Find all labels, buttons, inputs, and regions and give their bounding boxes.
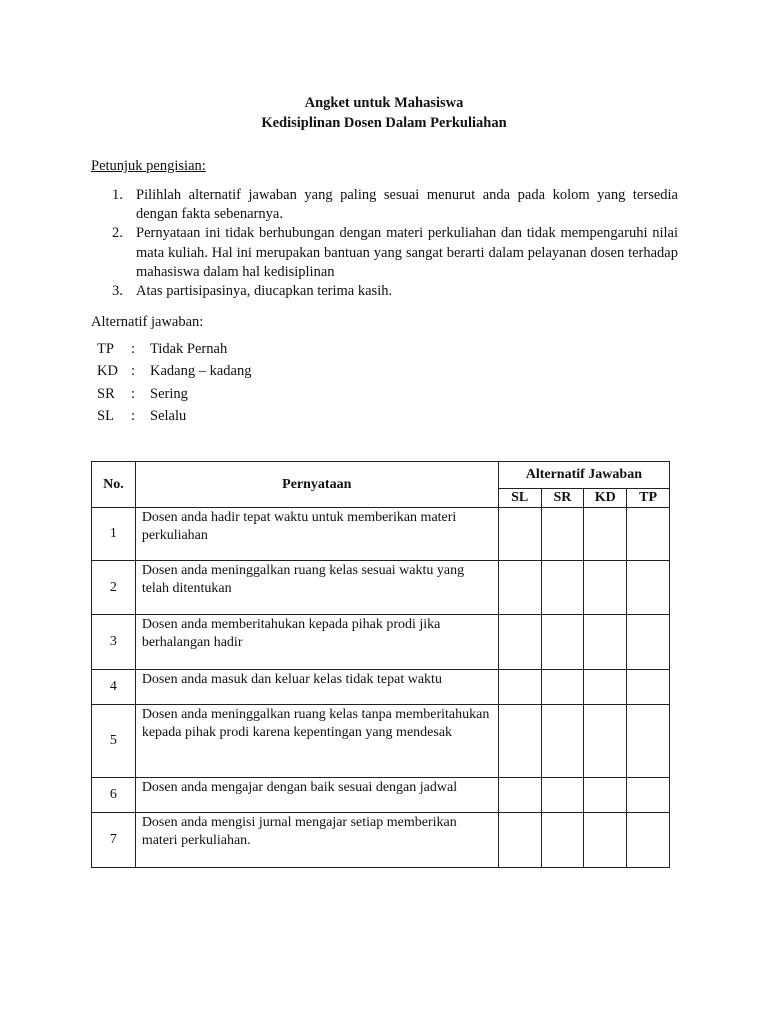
answer-cell-sr[interactable] [541,813,584,868]
answer-cell-sl[interactable] [498,813,541,868]
header-option-kd: KD [584,489,627,508]
instruction-item [112,224,678,282]
table-row [92,778,670,813]
row-number: 2 [92,561,136,615]
alternatives-label: Alternatif jawaban: [91,314,204,330]
table-row [92,508,670,561]
answer-cell-kd[interactable] [584,670,627,705]
answer-cell-kd[interactable] [584,561,627,615]
questionnaire-table [91,461,670,868]
instruction-number: 3. [112,283,123,300]
row-statement: Dosen anda meninggalkan ruang kelas sesuai waktu yang telah ditentukan [135,561,498,615]
answer-cell-kd[interactable] [584,813,627,868]
answer-cell-sl[interactable] [498,561,541,615]
header-option-tp: TP [627,489,670,508]
row-number: 7 [92,813,136,868]
legend-code: SR [97,385,115,402]
legend-colon: : [131,363,136,380]
document-title [0,93,768,133]
legend-meaning: Tidak Pernah [150,341,228,357]
legend-meaning: Selalu [150,407,187,424]
instruction-text: Pilihlah alternatif jawaban yang paling sesuai menurut anda pada kolom yang tersedia dengan fakta sebenarnya. [136,187,678,223]
table-row [92,561,670,615]
title-line-1: Angket untuk Mahasiswa [304,95,464,111]
title-line-2: Kedisiplinan Dosen Dalam Perkuliahan [261,115,507,131]
row-statement: Dosen anda masuk dan keluar kelas tidak tepat waktu [135,670,498,705]
row-statement: Dosen anda mengajar dengan baik sesuai dengan jadwal [135,778,498,813]
answer-cell-kd[interactable] [584,705,627,778]
instruction-item [112,186,678,224]
row-number: 1 [92,508,136,561]
instructions-label: Petunjuk pengisian: [91,158,206,174]
header-statement: Pernyataan [135,462,498,508]
instruction-text: Atas partisipasinya, diucapkan terima kasih. [136,283,393,300]
alternatives-legend [97,341,251,430]
header-no: No. [92,462,136,508]
row-statement: Dosen anda hadir tepat waktu untuk memberikan materi perkuliahan [135,508,498,561]
row-statement: Dosen anda memberitahukan kepada pihak prodi jika berhalangan hadir [135,615,498,670]
legend-row [97,363,251,385]
answer-cell-tp[interactable] [627,813,670,868]
row-number: 4 [92,670,136,705]
instruction-number: 1. [112,187,123,203]
answer-cell-sl[interactable] [498,615,541,670]
header-option-sr: SR [541,489,584,508]
legend-row [97,341,251,363]
legend-meaning: Sering [150,385,188,402]
row-number: 3 [92,615,136,670]
row-statement: Dosen anda meninggalkan ruang kelas tanpa memberitahukan kepada pihak prodi karena kepentingan yang mendesak [135,705,498,778]
instruction-number: 2. [112,225,123,242]
header-option-sl: SL [498,489,541,508]
legend-row [97,386,251,408]
instruction-item [112,282,678,301]
answer-cell-tp[interactable] [627,778,670,813]
answer-cell-sl[interactable] [498,705,541,778]
answer-cell-sr[interactable] [541,778,584,813]
row-number: 5 [92,705,136,778]
answer-cell-tp[interactable] [627,508,670,561]
legend-code: KD [97,363,118,380]
legend-code: TP [97,341,114,357]
answer-cell-tp[interactable] [627,705,670,778]
instructions-list [112,186,678,301]
answer-cell-tp[interactable] [627,670,670,705]
legend-code: SL [97,407,114,424]
table-row [92,615,670,670]
answer-cell-tp[interactable] [627,561,670,615]
legend-row [97,408,251,430]
row-number: 6 [92,778,136,813]
answer-cell-sr[interactable] [541,705,584,778]
table-row [92,705,670,778]
answer-cell-sl[interactable] [498,508,541,561]
table-row [92,813,670,868]
instruction-text: Pernyataan ini tidak berhubungan dengan materi perkuliahan dan tidak mempengaruhi nilai mata kuliah. Hal ini merupakan bantuan yang sangat berarti dalam pelayanan dosen terhadap mahasiswa dalam hal kedisiplinan [136,225,678,280]
answer-cell-sr[interactable] [541,615,584,670]
answer-cell-kd[interactable] [584,615,627,670]
answer-cell-sl[interactable] [498,670,541,705]
answer-cell-sr[interactable] [541,508,584,561]
legend-colon: : [131,407,136,424]
answer-cell-sr[interactable] [541,670,584,705]
answer-cell-sl[interactable] [498,778,541,813]
answer-cell-kd[interactable] [584,778,627,813]
row-statement: Dosen anda mengisi jurnal mengajar setiap memberikan materi perkuliahan. [135,813,498,868]
legend-colon: : [131,385,136,402]
table-row [92,670,670,705]
answer-cell-tp[interactable] [627,615,670,670]
header-alternatives: Alternatif Jawaban [498,462,669,489]
legend-colon: : [131,341,136,357]
answer-cell-kd[interactable] [584,508,627,561]
answer-cell-sr[interactable] [541,561,584,615]
legend-meaning: Kadang – kadang [150,363,252,380]
